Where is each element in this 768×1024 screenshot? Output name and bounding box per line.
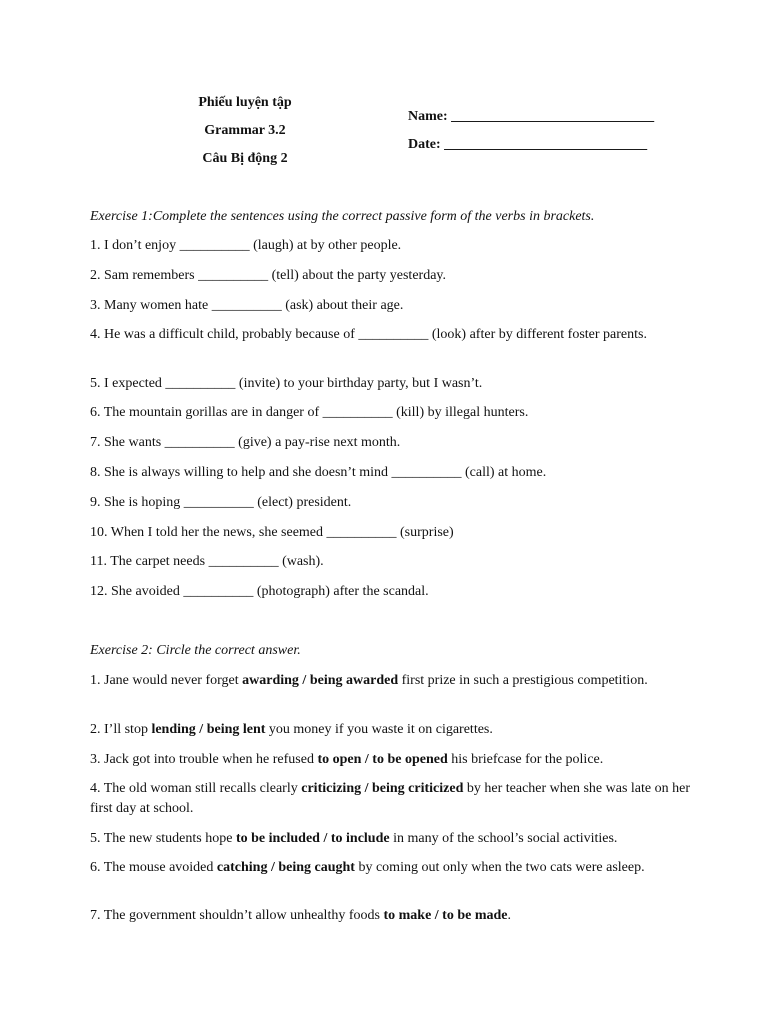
date-blank: _____________________________ bbox=[444, 137, 648, 152]
exercise1-item: 3. Many women hate __________ (ask) about their age. bbox=[90, 298, 404, 313]
exercise1-item: 5. I expected __________ (invite) to your birthday party, but I wasn’t. bbox=[90, 376, 483, 391]
item-text-before: 2. I’ll stop bbox=[90, 722, 152, 737]
student-info bbox=[408, 108, 654, 164]
answer-options: to make / to be made bbox=[383, 908, 508, 923]
exercise2-item bbox=[90, 720, 690, 740]
name-label: Name: bbox=[408, 109, 448, 124]
worksheet-topic: Câu Bị động 2 bbox=[202, 151, 288, 166]
worksheet-subtitle: Grammar 3.2 bbox=[204, 123, 286, 138]
answer-options: to be included / to include bbox=[235, 831, 390, 846]
date-label: Date: bbox=[408, 137, 441, 152]
exercise2-item bbox=[90, 858, 690, 878]
exercise1-item: 9. She is hoping __________ (elect) president. bbox=[90, 495, 352, 510]
item-text-before: 5. The new students hope bbox=[90, 831, 236, 846]
exercise1-item: 11. The carpet needs __________ (wash). bbox=[90, 554, 324, 569]
item-text-before: 4. The old woman still recalls clearly bbox=[90, 781, 302, 796]
exercise1-item: 1. I don’t enjoy __________ (laugh) at by other people. bbox=[90, 238, 402, 253]
item-text-before: 6. The mouse avoided bbox=[90, 860, 217, 875]
item-text-after: by her teacher when she was late on her first day at school. bbox=[90, 781, 690, 816]
item-text-after: by coming out only when the two cats were asleep. bbox=[354, 860, 645, 875]
item-text-after: first prize in such a prestigious competition. bbox=[398, 673, 648, 688]
worksheet-heading bbox=[170, 94, 320, 178]
exercise2-item bbox=[90, 779, 690, 818]
date-row bbox=[408, 136, 654, 164]
item-text-after: you money if you waste it on cigarettes. bbox=[265, 722, 493, 737]
answer-options: to open / to be opened bbox=[317, 752, 448, 767]
exercise1-item: 8. She is always willing to help and she doesn’t mind __________ (call) at home. bbox=[90, 465, 547, 480]
exercise1-item: 2. Sam remembers __________ (tell) about the party yesterday. bbox=[90, 268, 446, 283]
exercise1-item: 4. He was a difficult child, probably because of __________ (look) after by different foster parents. bbox=[90, 327, 647, 342]
item-text-after: . bbox=[507, 908, 511, 923]
exercise1-item: 6. The mountain gorillas are in danger of __________ (kill) by illegal hunters. bbox=[90, 405, 529, 420]
name-row bbox=[408, 108, 654, 136]
exercise1-item: 10. When I told her the news, she seemed __________ (surprise) bbox=[90, 525, 454, 540]
answer-options: criticizing / being criticized bbox=[301, 781, 464, 796]
exercise2-item bbox=[90, 906, 690, 926]
exercise2-item bbox=[90, 671, 690, 691]
answer-options: lending / being lent bbox=[151, 722, 266, 737]
item-text-before: 1. Jane would never forget bbox=[90, 673, 243, 688]
item-text-before: 7. The government shouldn’t allow unhealthy foods bbox=[90, 908, 384, 923]
item-text-before: 3. Jack got into trouble when he refused bbox=[90, 752, 318, 767]
exercise1-title: Exercise 1:Complete the sentences using the correct passive form of the verbs in brackets. bbox=[90, 209, 595, 224]
item-text-after: in many of the school’s social activities. bbox=[389, 831, 618, 846]
exercise2-item bbox=[90, 750, 690, 770]
worksheet-title: Phiếu luyện tập bbox=[198, 95, 292, 110]
exercise2-item bbox=[90, 829, 690, 849]
name-blank: _____________________________ bbox=[451, 109, 655, 124]
exercise2-title: Exercise 2: Circle the correct answer. bbox=[90, 643, 301, 658]
exercise1-item: 12. She avoided __________ (photograph) after the scandal. bbox=[90, 584, 429, 599]
item-text-after: his briefcase for the police. bbox=[447, 752, 604, 767]
answer-options: catching / being caught bbox=[216, 860, 355, 875]
answer-options: awarding / being awarded bbox=[242, 673, 399, 688]
exercise1-item: 7. She wants __________ (give) a pay-rise next month. bbox=[90, 435, 401, 450]
